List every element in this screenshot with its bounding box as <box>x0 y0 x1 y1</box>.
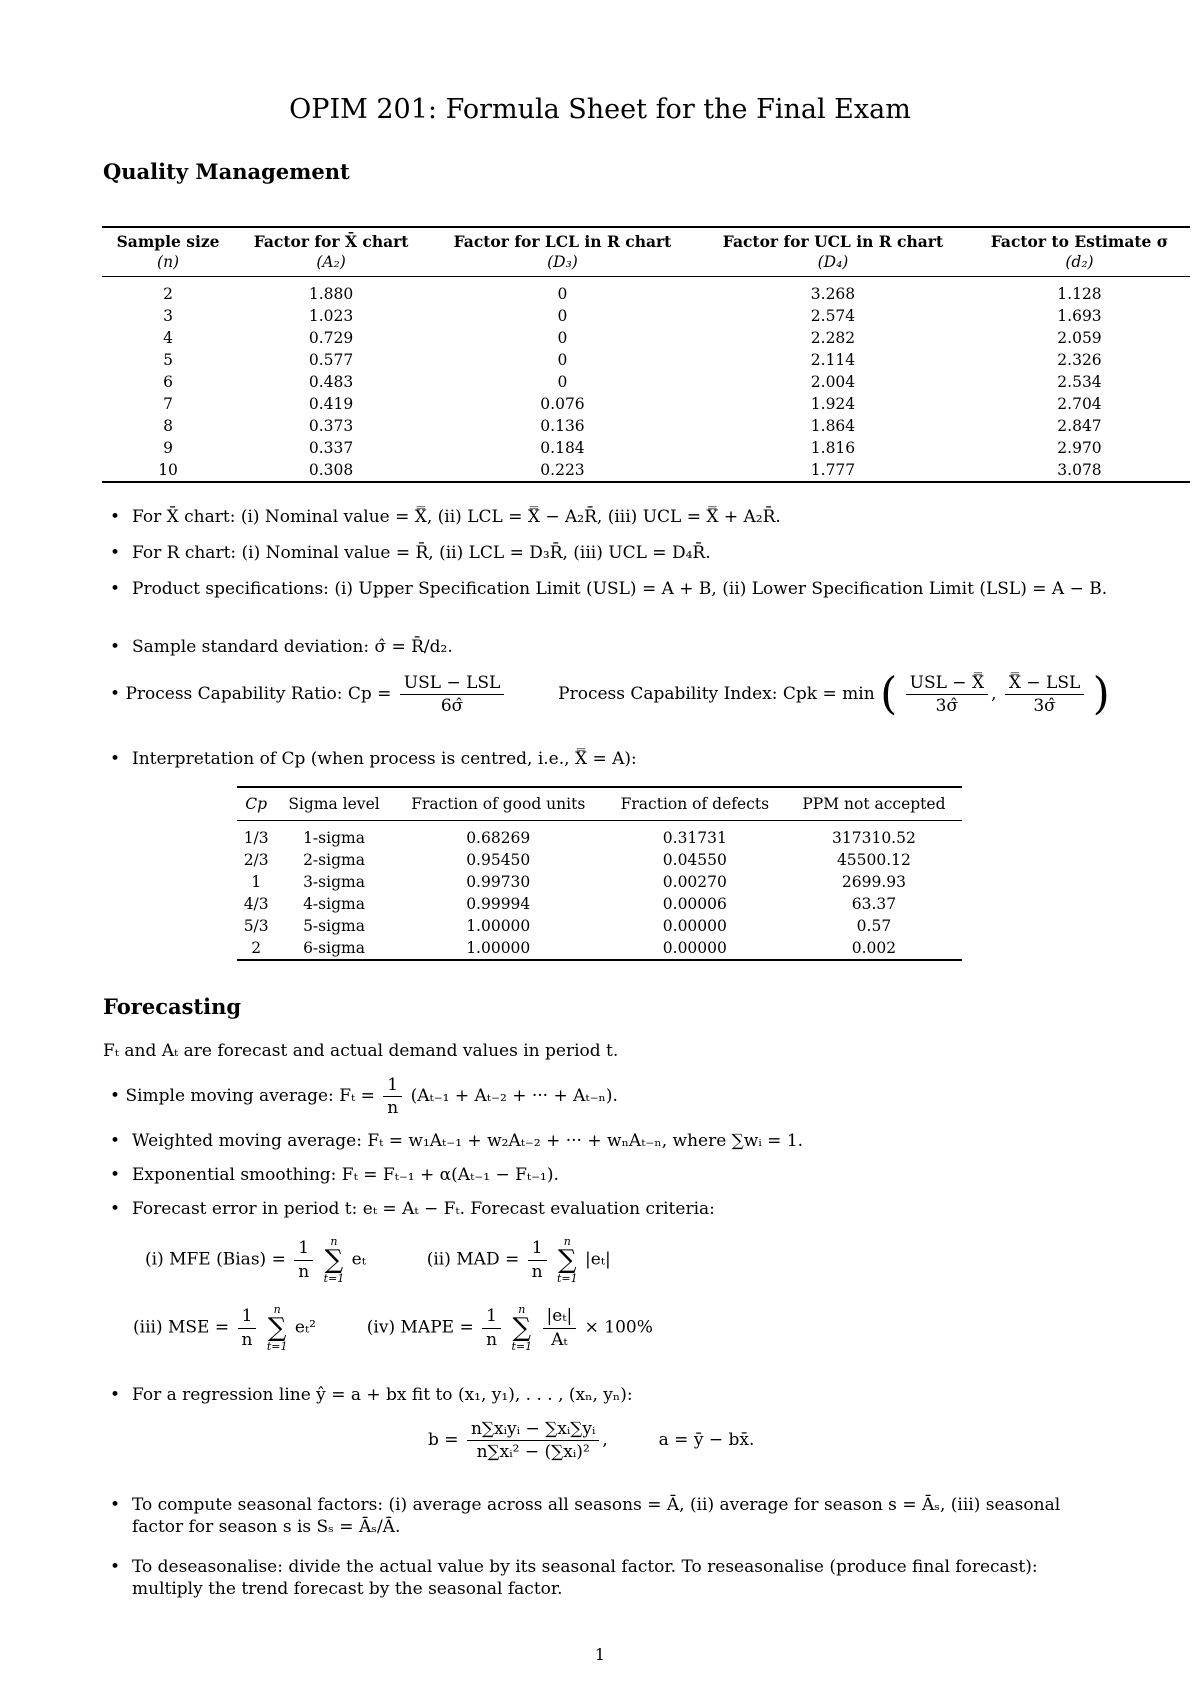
quality-bullets-2 <box>110 542 1110 564</box>
subheader-cell: (n) <box>102 252 234 277</box>
factor-cell: 2.059 <box>1057 329 1102 348</box>
simple-moving-average-line: • Simple moving average: Fₜ = $\frac{1}{n}$ (Aₜ₋₁ + Aₜ₋₂ + ··· + Aₜ₋ₙ). <box>110 1075 618 1119</box>
factor-cell: 0.223 <box>540 461 585 480</box>
mape-denominator: Aₜ <box>551 1329 568 1350</box>
table-row <box>102 459 1190 482</box>
b-denominator: n∑xᵢ² − (∑xᵢ)² <box>476 1442 590 1463</box>
factor-cell: 2.282 <box>810 329 856 348</box>
sigma-cell: 4/3 <box>243 895 269 914</box>
table-row <box>237 849 962 871</box>
frac-denominator: n <box>531 1261 543 1282</box>
quality-bullets-4 <box>110 636 1110 658</box>
sigma-cell: 2 <box>251 939 262 958</box>
bullet-product-spec: • Product specifications: (i) Upper Specification Limit (USL) = A + B, (ii) Lower Specification Limit (LSL) = A − B. <box>110 578 1110 600</box>
header-cell: Fraction of good units <box>393 787 604 821</box>
header-cell: PPM not accepted <box>786 787 962 821</box>
sigma-level-table <box>237 786 962 961</box>
factor-cell: 3.268 <box>810 285 856 304</box>
cpk-denominator-2: 3σ̂ <box>1033 696 1056 717</box>
sigma-cell: 1-sigma <box>303 829 365 848</box>
bullet-seasonal-factors: • To compute seasonal factors: (i) average across all seasons = Ā, (ii) average for season s = Āₛ, (iii) seasonal factor for season s is Sₛ = Āₛ/Ā. <box>110 1494 1110 1538</box>
factor-cell: 6 <box>163 373 173 392</box>
section-heading-forecasting: Forecasting <box>103 994 242 1019</box>
forecasting-intro: Fₜ and Aₜ are forecast and actual demand values in period t. <box>103 1041 619 1061</box>
factor-cell: 5 <box>163 351 173 370</box>
factor-cell: 0.136 <box>540 417 585 436</box>
cpk-denominator-1: 3σ̂ <box>935 696 959 717</box>
factor-cell: 2.326 <box>1057 351 1102 370</box>
factor-cell: 7 <box>163 395 173 414</box>
bullet-xbar-chart: • For X̄ chart: (i) Nominal value = X̿, (ii) LCL = X̿ − A₂R̄, (iii) UCL = X̿ + A₂R̄. <box>110 506 1110 528</box>
mape-ratio <box>543 1305 577 1350</box>
factor-cell: 1.864 <box>810 417 856 436</box>
forecast-bullets-6 <box>110 1556 1110 1600</box>
sum-lower-limit: t=1 <box>323 1272 345 1285</box>
factor-cell: 0 <box>557 307 568 326</box>
b-numerator: n∑xᵢyᵢ − ∑xᵢ∑yᵢ <box>467 1418 599 1441</box>
frac-denominator: n <box>486 1329 498 1350</box>
bullet-exponential-smoothing: • Exponential smoothing: Fₜ = Fₜ₋₁ + α(Aₜ₋₁ − Fₜ₋₁). <box>110 1164 1110 1186</box>
sigma-cell: 1.00000 <box>466 939 531 958</box>
quality-bullets-3 <box>110 578 1110 600</box>
subheader-cell: (d₂) <box>969 252 1190 277</box>
factor-cell: 0 <box>557 285 568 304</box>
mse-mape-line <box>133 1304 653 1352</box>
subheader-cell: (D₃) <box>428 252 697 277</box>
factor-cell: 0 <box>557 373 568 392</box>
sigma-cell: 0.95450 <box>466 851 531 870</box>
sma-denominator: n <box>387 1098 399 1119</box>
factor-cell: 0.577 <box>308 351 354 370</box>
table-header-row <box>102 227 1190 252</box>
control-chart-factors-table <box>102 226 1190 483</box>
page-number: 1 <box>594 1645 606 1664</box>
forecast-bullets-3 <box>110 1198 1110 1220</box>
frac-denominator: n <box>241 1329 253 1350</box>
factor-cell: 9 <box>163 439 173 458</box>
sigma-cell: 1 <box>251 873 262 892</box>
sma-label: Simple moving average: Fₜ = <box>125 1086 375 1107</box>
table-row <box>102 437 1190 459</box>
forecast-bullets-2 <box>110 1164 1110 1186</box>
table-row <box>102 277 1190 306</box>
cpk-label: Process Capability Index: Cpk = min <box>558 684 875 705</box>
header-cell: Sigma level <box>275 787 392 821</box>
sigma-cell: 45500.12 <box>836 851 911 870</box>
factor-cell: 1.924 <box>810 395 856 414</box>
sigma-cell: 0.00000 <box>662 939 727 958</box>
mape-tail: × 100% <box>584 1317 653 1338</box>
summation-symbol: n ∑ t=1 <box>323 1235 345 1285</box>
factor-cell: 4 <box>163 329 173 348</box>
bullet-deseasonalise: • To deseasonalise: divide the actual value by its seasonal factor. To reseasonalise (produce final forecast): multiply the trend forecast by the seasonal factor. <box>110 1556 1110 1600</box>
factor-cell: 0.337 <box>308 439 354 458</box>
table-row <box>102 349 1190 371</box>
mape-fraction <box>482 1305 501 1350</box>
mse-fraction <box>238 1305 257 1350</box>
cp-denominator: 6σ̂ <box>440 696 464 717</box>
table-row <box>102 327 1190 349</box>
sigma-cell: 2-sigma <box>303 851 365 870</box>
b-label: b = <box>428 1430 459 1451</box>
mad-label: (ii) MAD = <box>426 1249 520 1270</box>
sum-lower-limit: t=1 <box>511 1340 533 1353</box>
paren-close: ) <box>1092 668 1110 720</box>
header-cell: Cp <box>237 787 275 821</box>
sigma-cell: 0.00270 <box>662 873 727 892</box>
frac-numerator: 1 <box>482 1305 501 1328</box>
mape-label: (iv) MAPE = <box>366 1317 474 1338</box>
cp-fraction <box>400 672 505 717</box>
factor-cell: 0.076 <box>540 395 585 414</box>
cp-numerator: USL − LSL <box>400 672 505 695</box>
sum-upper-limit: n <box>273 1303 281 1316</box>
sigma-cell: 2/3 <box>243 851 269 870</box>
mfe-label: (i) MFE (Bias) = <box>145 1249 286 1270</box>
forecast-bullets-5 <box>110 1494 1110 1538</box>
sigma-cell: 2699.93 <box>841 873 906 892</box>
sigma-cell: 0.04550 <box>662 851 727 870</box>
sigma-cell: 4-sigma <box>303 895 365 914</box>
sigma-cell: 5/3 <box>243 917 269 936</box>
sigma-cell: 0.00006 <box>662 895 727 914</box>
factor-cell: 8 <box>163 417 173 436</box>
sigma-cell: 0.002 <box>851 939 897 958</box>
sma-rest: (Aₜ₋₁ + Aₜ₋₂ + ··· + Aₜ₋ₙ). <box>410 1086 618 1107</box>
bullet-r-chart: • For R chart: (i) Nominal value = R̄, (ii) LCL = D₃R̄, (iii) UCL = D₄R̄. <box>110 542 1110 564</box>
sum-lower-limit: t=1 <box>557 1272 578 1285</box>
bullet-sample-sd: • Sample standard deviation: σ̂ = R̄/d₂. <box>110 636 1110 658</box>
factor-cell: 0 <box>557 351 568 370</box>
cp-label: Process Capability Ratio: Cp = <box>125 684 392 705</box>
table-row <box>237 937 962 960</box>
mse-label: (iii) MSE = <box>133 1317 230 1338</box>
cpk-fraction-2 <box>1005 672 1084 717</box>
cpk-numerator-2: X̿ − LSL <box>1005 672 1084 695</box>
summation-symbol: n ∑ t=1 <box>511 1303 533 1353</box>
bullet-regression: • For a regression line ŷ = a + bx fit to (x₁, y₁), . . . , (xₙ, yₙ): <box>110 1384 1110 1406</box>
factor-cell: 2.004 <box>810 373 856 392</box>
forecast-bullets-1 <box>110 1130 1110 1152</box>
factor-cell: 0.729 <box>308 329 354 348</box>
factor-cell: 1.023 <box>308 307 354 326</box>
sigma-cell: 1.00000 <box>466 917 531 936</box>
frac-numerator: 1 <box>294 1237 313 1260</box>
frac-denominator: n <box>298 1261 310 1282</box>
factor-cell: 0 <box>557 329 568 348</box>
sigma-header-row <box>237 787 962 821</box>
mad-term: |eₜ| <box>585 1249 611 1270</box>
process-capability-line: • Process Capability Ratio: Cp = $\frac{\text{USL − LSL}}{6\sigmâ}$ Process Capability Index: Cpk = min ( $\frac{\text{USL − X̿}}{3\sigmâ}$ , $\frac{\text{X̿ − LSL}}{3\sigmâ}$ ) <box>110 668 1110 720</box>
sigma-cell: 0.31731 <box>662 829 727 848</box>
factor-cell: 2.970 <box>1057 439 1102 458</box>
table-row <box>237 871 962 893</box>
sigma-cell: 5-sigma <box>303 917 365 936</box>
mape-numerator: |eₜ| <box>543 1305 577 1328</box>
factor-cell: 10 <box>158 461 178 480</box>
sigma-cell: 0.00000 <box>662 917 727 936</box>
table-subheader-row <box>102 252 1190 277</box>
cpk-numerator-1: USL − X̿ <box>906 672 988 695</box>
factor-cell: 1.693 <box>1057 307 1102 326</box>
sigma-cell: 3-sigma <box>303 873 365 892</box>
b-fraction <box>467 1418 599 1463</box>
header-cell: Factor for UCL in R chart <box>722 232 944 251</box>
sigma-cell: 317310.52 <box>832 829 916 848</box>
sigma-cell: 0.99994 <box>466 895 531 914</box>
table-row <box>237 893 962 915</box>
a-formula: a = ȳ − bx̄. <box>658 1430 755 1451</box>
factor-cell: 2.534 <box>1057 373 1102 392</box>
bullet-weighted-moving-average: • Weighted moving average: Fₜ = w₁Aₜ₋₁ + w₂Aₜ₋₂ + ··· + wₙAₜ₋ₙ, where ∑wᵢ = 1. <box>110 1130 1110 1152</box>
summation-symbol: n ∑ t=1 <box>557 1235 578 1285</box>
header-cell: Fraction of defects <box>604 787 786 821</box>
mfe-mad-line <box>145 1236 611 1284</box>
factor-cell: 2.704 <box>1057 395 1102 414</box>
cpk-fraction-1 <box>906 672 988 717</box>
forecast-bullets-4 <box>110 1384 1110 1406</box>
table-row <box>237 821 962 850</box>
bullet-forecast-error: • Forecast error in period t: eₜ = Aₜ − Fₜ. Forecast evaluation criteria: <box>110 1198 1110 1220</box>
sigma-cell: 63.37 <box>851 895 897 914</box>
subheader-cell: (A₂) <box>234 252 428 277</box>
sigma-cell: 0.68269 <box>466 829 531 848</box>
table-row <box>102 305 1190 327</box>
sigma-cell: 0.57 <box>856 917 892 936</box>
table-row <box>102 371 1190 393</box>
factor-cell: 1.777 <box>810 461 856 480</box>
table-row <box>102 415 1190 437</box>
mfe-fraction <box>294 1237 313 1282</box>
summation-symbol: n ∑ t=1 <box>266 1303 288 1353</box>
factor-cell: 3 <box>163 307 173 326</box>
factor-cell: 3.078 <box>1057 461 1102 480</box>
paren-open: ( <box>880 668 898 720</box>
mse-term: eₜ² <box>294 1317 316 1338</box>
header-cell: Factor for X̄ chart <box>253 232 409 251</box>
sum-upper-limit: n <box>518 1303 526 1316</box>
mad-fraction <box>528 1237 547 1282</box>
sigma-cell: 1/3 <box>243 829 269 848</box>
header-cell: Factor to Estimate σ <box>990 232 1169 251</box>
sma-numerator: 1 <box>383 1074 402 1097</box>
factor-cell: 2.847 <box>1057 417 1102 436</box>
quality-bullets-5 <box>110 748 1110 770</box>
factor-cell: 0.419 <box>308 395 354 414</box>
section-heading-quality: Quality Management <box>103 159 350 184</box>
header-cell: Sample size <box>116 232 220 251</box>
factor-cell: 0.373 <box>308 417 354 436</box>
subheader-cell: (D₄) <box>697 252 969 277</box>
frac-numerator: 1 <box>238 1305 257 1328</box>
sum-lower-limit: t=1 <box>266 1340 288 1353</box>
factor-cell: 0.483 <box>308 373 354 392</box>
factor-cell: 0.308 <box>308 461 354 480</box>
table-row <box>237 915 962 937</box>
factor-cell: 2.574 <box>810 307 856 326</box>
factor-cell: 1.128 <box>1057 285 1102 304</box>
header-cell: Factor for LCL in R chart <box>453 232 672 251</box>
factor-cell: 0.184 <box>540 439 585 458</box>
regression-formula-line: b = $\frac{\text{n∑xᵢyᵢ − ∑xᵢ∑yᵢ}}{\text{n∑xᵢ² − (∑xᵢ)²}}$ , a = ȳ − bx̄. <box>428 1419 755 1463</box>
bullet-interpretation: • Interpretation of Cp (when process is centred, i.e., X̿ = A): <box>110 748 1110 770</box>
factor-cell: 1.816 <box>810 439 856 458</box>
sum-upper-limit: n <box>563 1235 571 1248</box>
quality-bullets <box>110 506 1110 528</box>
sigma-cell: 0.99730 <box>466 873 531 892</box>
factor-cell: 2 <box>163 285 173 304</box>
factor-cell: 1.880 <box>308 285 354 304</box>
mfe-term: eₜ <box>351 1249 366 1270</box>
factor-cell: 2.114 <box>810 351 856 370</box>
sigma-cell: 6-sigma <box>303 939 365 958</box>
table-row <box>102 393 1190 415</box>
sum-upper-limit: n <box>330 1235 338 1248</box>
page-title: OPIM 201: Formula Sheet for the Final Exam <box>289 94 911 125</box>
frac-numerator: 1 <box>528 1237 547 1260</box>
sma-fraction <box>383 1074 402 1119</box>
